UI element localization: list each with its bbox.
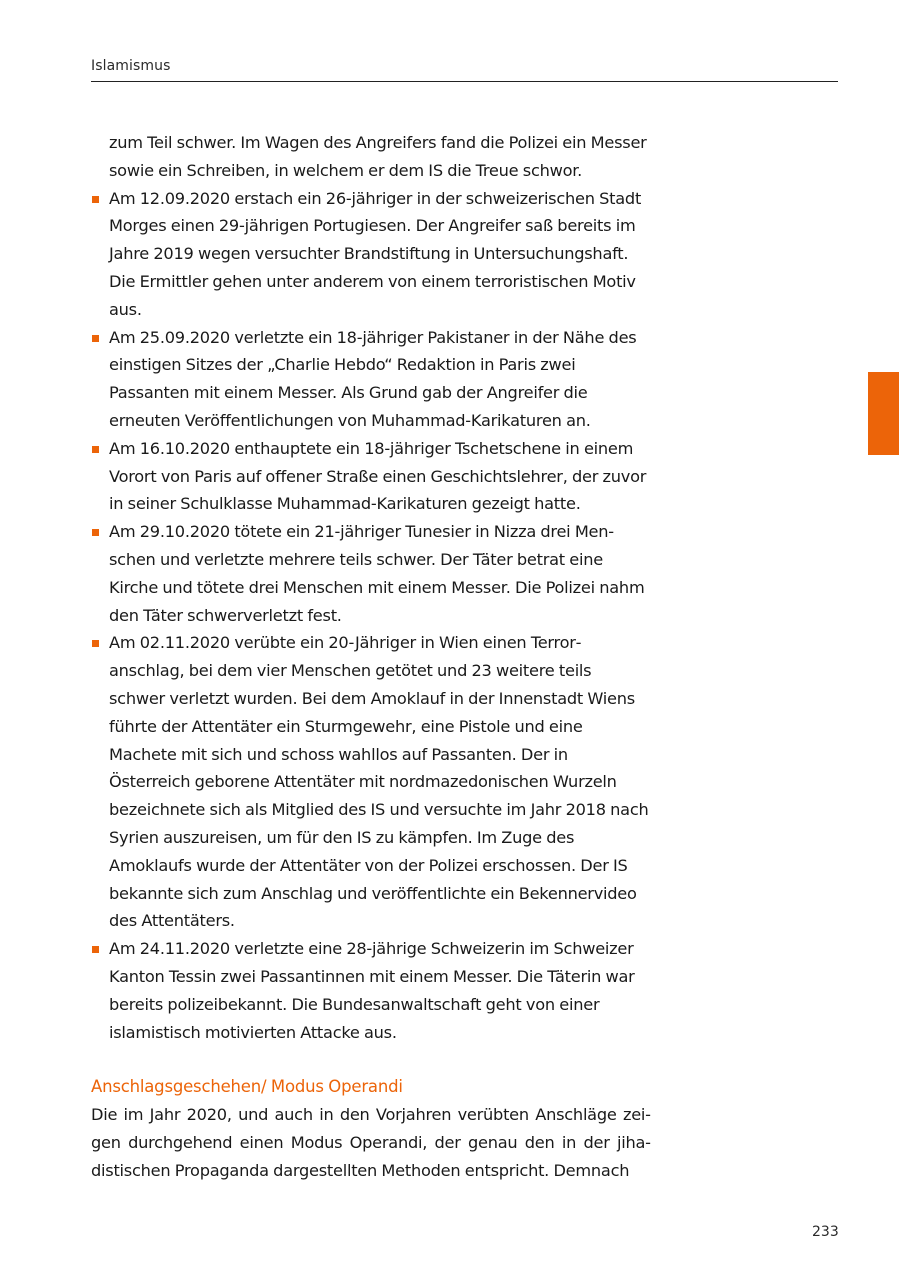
list-item-text: Am 24.11.2020 verletzte eine 28-jährige Schweizerin im Schweizer Kanton Tessin zwei Passantinnen mit einem Messer. Die Täterin war bereits polizeibekannt. Die Bundesanwaltschaft geht von einer islamistisch motivierten Attacke aus. xyxy=(109,939,635,1042)
list-item-text: Am 12.09.2020 erstach ein 26-jähriger in der schweizerischen Stadt Morges einen 29-jährigen Portugiesen. Der Angreifer saß bereits im Jahre 2019 wegen versuchter Brandstiftung in Untersuchungshaft. Die Ermittler gehen unter anderem von einem terroristischen Motiv aus. xyxy=(109,188,642,319)
list-item xyxy=(91,185,651,324)
square-bullet-icon xyxy=(92,196,99,203)
square-bullet-icon xyxy=(92,446,99,453)
square-bullet-icon xyxy=(92,640,99,647)
list-item xyxy=(91,518,651,629)
section-heading: Anschlagsgeschehen/ Modus Operandi xyxy=(91,1077,403,1097)
running-head-title: Islamismus xyxy=(91,58,171,74)
list-item xyxy=(91,324,651,435)
square-bullet-icon xyxy=(92,335,99,342)
header-rule xyxy=(91,81,838,82)
list-item-text: Am 25.09.2020 verletzte ein 18-jähriger Pakistaner in der Nähe des einstigen Sitzes der „Charlie Hebdo“ Redaktion in Paris zwei Passanten mit einem Messer. Als Grund gab der Angreifer die erneuten Veröffentlichungen von Muhammad-Karikaturen an. xyxy=(109,327,637,430)
square-bullet-icon xyxy=(92,529,99,536)
chapter-tab-marker xyxy=(868,372,899,455)
page-number: 233 xyxy=(812,1224,839,1240)
list-item xyxy=(91,935,651,1046)
main-text-column xyxy=(91,129,651,1184)
incident-list xyxy=(91,185,651,1047)
list-item-text: Am 02.11.2020 verübte ein 20-Jähriger in Wien einen Terroranschlag, bei dem vier Menschen getötet und 23 weitere teils schwer verletzt wurden. Bei dem Amoklauf in der Innenstadt Wiens führte der Attentäter ein Sturmgewehr, eine Pistole und eine Machete mit sich und schoss wahllos auf Passanten. Der in Österreich geborene Attentäter mit nordmazedonischen Wurzeln bezeichnete sich als Mitglied des IS und versuchte im Jahr 2018 nach Syrien auszureisen, um für den IS zu kämpfen. Im Zuge des Amoklaufs wurde der Attentäter von der Polizei erschossen. Der IS bekannte sich zum Anschlag und veröffentlichte ein Bekennervideo des Attentäters. xyxy=(109,633,649,931)
list-item xyxy=(91,435,651,518)
list-item-text: Am 29.10.2020 tötete ein 21-jähriger Tunesier in Nizza drei Menschen und verletzte mehrere teils schwer. Der Täter betrat eine Kirche und tötete drei Menschen mit einem Messer. Die Polizei nahm den Täter schwerverletzt fest. xyxy=(109,522,645,625)
section-paragraph: Die im Jahr 2020, und auch in den Vorjahren verübten Anschläge zeigen durchgehend einen Modus Operandi, der genau den in der jihadistischen Propaganda dargestellten Methoden entspricht. Demnach xyxy=(91,1105,651,1180)
list-item xyxy=(91,629,651,935)
continuation-paragraph: zum Teil schwer. Im Wagen des Angreifers fand die Polizei ein Messer sowie ein Schreiben, in welchem er dem IS die Treue schwor. xyxy=(109,133,647,180)
square-bullet-icon xyxy=(92,946,99,953)
list-item-text: Am 16.10.2020 enthauptete ein 18-jähriger Tschetschene in einem Vorort von Paris auf offener Straße einen Geschichtslehrer, der zuvor in seiner Schulklasse Muhammad-Karikaturen gezeigt hatte. xyxy=(109,438,647,514)
